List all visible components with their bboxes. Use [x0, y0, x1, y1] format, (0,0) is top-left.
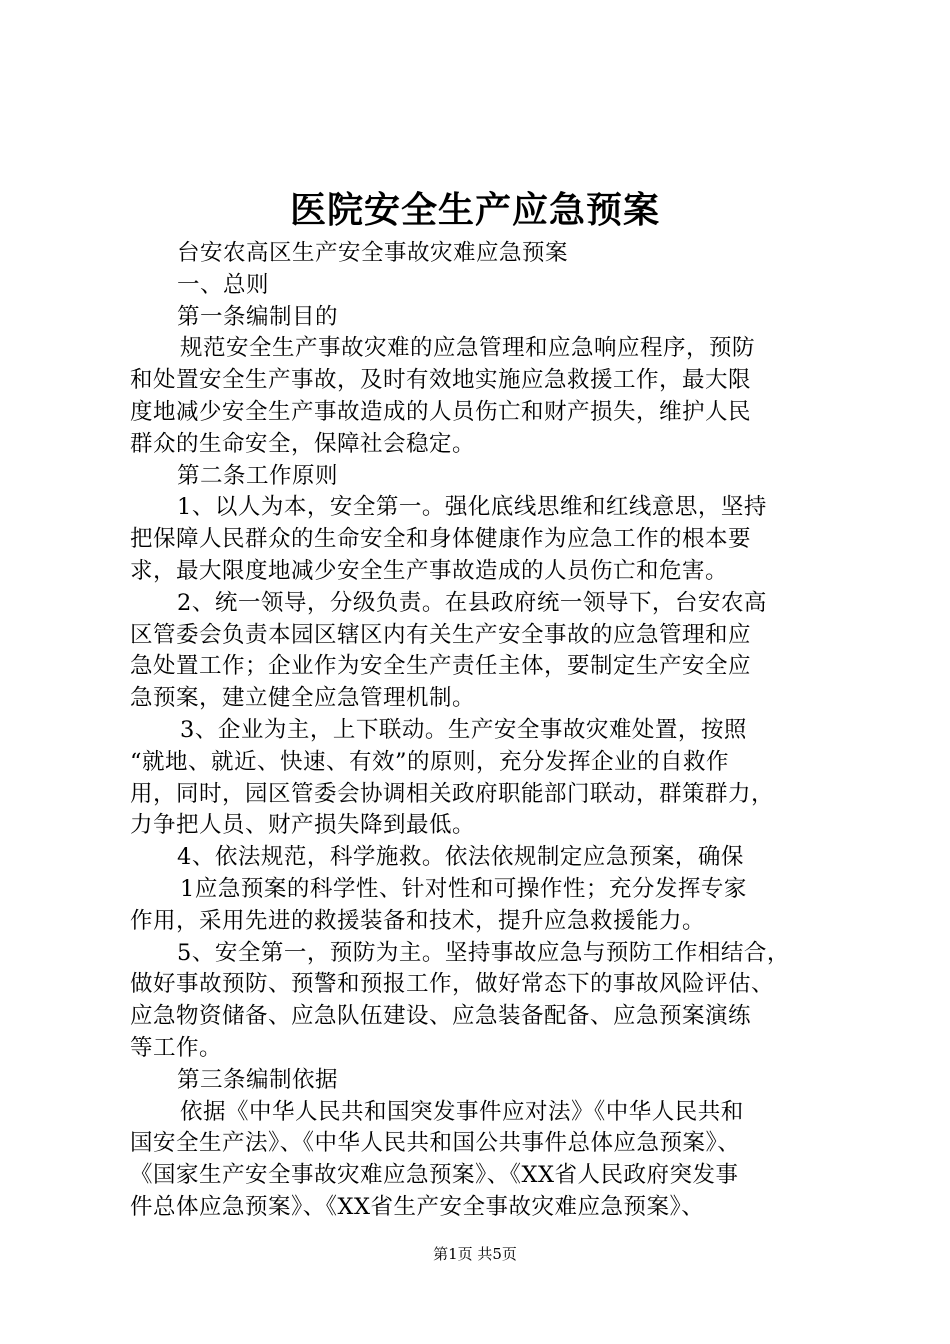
paragraph-line: 依据《中华人民共和国突发事件应对法》《中华人民共和: [180, 1098, 744, 1125]
paragraph-line: 《国家生产安全事故灾难应急预案》、《XX省人民政府突发事: [130, 1162, 739, 1189]
article-heading: 第二条工作原则: [177, 462, 339, 489]
paragraph-line: “就地、就近、快速、有效”的原则，充分发挥企业的自救作: [130, 748, 730, 775]
paragraph-line: 群众的生命安全，保障社会稳定。: [130, 430, 476, 457]
article-heading: 第一条编制目的: [177, 303, 339, 330]
paragraph-line: 把保障人民群众的生命安全和身体健康作为应急工作的根本要: [130, 526, 752, 553]
section-heading: 一、总则: [177, 271, 270, 298]
paragraph-line: 规范安全生产事故灾难的应急管理和应急响应程序，预防: [180, 335, 756, 362]
subtitle-line: 台安农高区生产安全事故灾难应急预案: [177, 240, 569, 266]
paragraph-line: 用，同时，园区管委会协调相关政府职能部门联动，群策群力，: [130, 780, 775, 807]
paragraph-line: 5、安全第一，预防为主。坚持事故应急与预防工作相结合，: [177, 939, 790, 966]
paragraph-line: 4、依法规范，科学施救。依法依规制定应急预案，确保: [177, 844, 744, 871]
paragraph-line: 3、企业为主，上下联动。生产安全事故灾难处置，按照: [180, 716, 747, 743]
paragraph-line: 作用，采用先进的救援装备和技术，提升应急救援能力。: [130, 907, 706, 934]
paragraph-line: 等工作。: [130, 1034, 223, 1061]
paragraph-line: 度地减少安全生产事故造成的人员伤亡和财产损失，维护人民: [130, 398, 752, 425]
paragraph-line: 1应急预案的科学性、针对性和可操作性；充分发挥专家: [180, 875, 747, 902]
paragraph-line: 国安全生产法》、《中华人民共和国公共事件总体应急预案》、: [130, 1130, 741, 1157]
document-body: [130, 238, 830, 1224]
paragraph-line: 急处置工作；企业作为安全生产责任主体，要制定生产安全应: [130, 653, 752, 680]
document-title: 医院安全生产应急预案: [289, 189, 660, 231]
page-number: 第1页 共5页: [433, 1245, 517, 1263]
paragraph-line: 1、以人为本，安全第一。强化底线思维和红线意思，坚持: [177, 494, 767, 521]
paragraph-line: 2、统一领导，分级负责。在县政府统一领导下，台安农高: [177, 589, 767, 616]
paragraph-line: 和处置安全生产事故，及时有效地实施应急救援工作，最大限: [130, 367, 752, 394]
article-heading: 第三条编制依据: [177, 1066, 339, 1093]
paragraph-line: 区管委会负责本园区辖区内有关生产安全事故的应急管理和应: [130, 621, 752, 648]
paragraph-line: 做好事故预防、预警和预报工作，做好常态下的事故风险评估、: [130, 971, 775, 998]
paragraph-line: 求，最大限度地减少安全生产事故造成的人员伤亡和危害。: [130, 557, 729, 584]
paragraph-line: 应急物资储备、应急队伍建设、应急装备配备、应急预案演练: [130, 1003, 752, 1030]
paragraph-line: 件总体应急预案》、《XX省生产安全事故灾难应急预案》、: [130, 1193, 705, 1220]
paragraph-line: 力争把人员、财产损失降到最低。: [130, 812, 476, 839]
paragraph-line: 急预案，建立健全应急管理机制。: [130, 685, 476, 712]
